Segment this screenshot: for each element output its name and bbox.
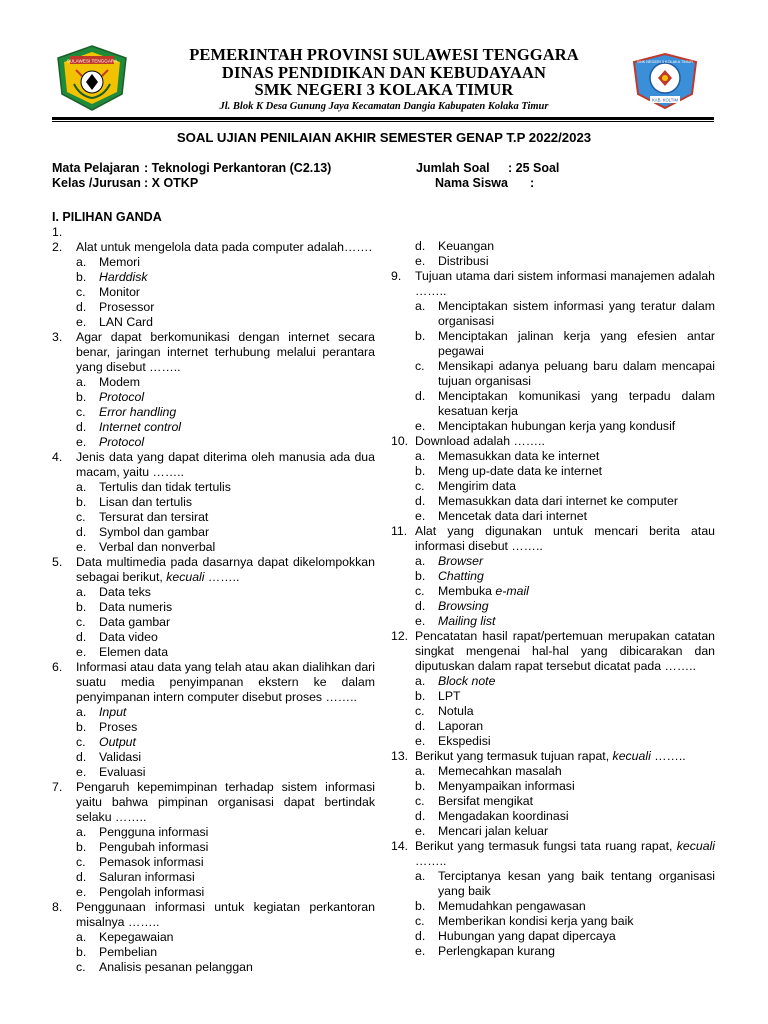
option-letter: e. [76, 765, 87, 779]
option-letter: e. [415, 509, 426, 523]
option-letter: b. [76, 720, 87, 734]
option-letter: e. [415, 614, 426, 628]
option-text: Data numeris [99, 600, 173, 614]
option-text: Mensikapi adanya peluang baru dalam mencapai tujuan organisasi [438, 359, 715, 388]
option-letter: c. [76, 735, 86, 749]
answer-option [391, 584, 715, 599]
answer-option [52, 750, 375, 765]
option-text: Pengguna informasi [99, 825, 209, 839]
option-text: Pembelian [99, 945, 158, 959]
option-text: Tersurat dan tersirat [99, 510, 209, 524]
option-text: Mencari jalan keluar [438, 824, 549, 838]
option-text: Saluran informasi [99, 870, 195, 884]
question [391, 839, 715, 869]
subject-label: Mata Pelajaran [52, 161, 140, 175]
answer-option [52, 405, 375, 420]
option-letter: b. [415, 779, 426, 793]
letterhead-rule-thin [52, 121, 714, 122]
answer-option [391, 509, 715, 524]
option-letter: d. [76, 525, 87, 539]
option-letter: a. [76, 255, 87, 269]
answer-option [52, 510, 375, 525]
option-text: Chatting [438, 569, 484, 583]
answer-option [391, 779, 715, 794]
option-text: Memecahkan masalah [438, 764, 562, 778]
question-count-value: : 25 Soal [508, 161, 560, 175]
question-number: 1. [52, 225, 63, 239]
question-number: 13. [391, 749, 409, 763]
school-name: SMK NEGERI 3 KOLAKA TIMUR [254, 80, 514, 99]
answer-option [391, 389, 715, 419]
question-number: 12. [391, 629, 409, 643]
option-text: Prosessor [99, 300, 155, 314]
answer-option [391, 254, 715, 269]
option-text: Internet control [99, 420, 182, 434]
answer-option [52, 735, 375, 750]
option-letter: a. [415, 764, 426, 778]
answer-option [391, 809, 715, 824]
student-name-label: Nama Siswa [435, 176, 508, 190]
answer-option [391, 689, 715, 704]
letterhead [0, 0, 768, 125]
department-name: DINAS PENDIDIKAN DAN KEBUDAYAAN [221, 62, 547, 82]
option-text: Validasi [99, 750, 142, 764]
answer-option [391, 599, 715, 614]
answer-option [52, 495, 375, 510]
question-text: Jenis data yang dapat diterima oleh manusia ada dua macam, yaitu …….. [76, 450, 375, 479]
option-letter: a. [415, 674, 426, 688]
option-letter: c. [76, 855, 86, 869]
answer-option [391, 239, 715, 254]
option-text: LAN Card [99, 315, 153, 329]
option-text: Menyampaikan informasi [438, 779, 575, 793]
answer-option [391, 449, 715, 464]
option-letter: d. [76, 300, 87, 314]
option-letter: e. [76, 540, 87, 554]
option-letter: e. [76, 645, 87, 659]
option-text: Monitor [99, 285, 141, 299]
question-number: 7. [52, 780, 63, 794]
school-address: Jl. Blok K Desa Gunung Jaya Kecamatan Dangia Kabupaten Kolaka Timur [219, 100, 549, 112]
option-text: Memberikan kondisi kerja yang baik [438, 914, 634, 928]
option-text: Data video [99, 630, 158, 644]
school-logo [630, 52, 700, 110]
option-text: Membuka e-mail [438, 584, 529, 598]
answer-option [52, 390, 375, 405]
answer-option [52, 435, 375, 450]
option-text: Memasukkan data dari internet ke computer [438, 494, 678, 508]
option-letter: c. [415, 479, 425, 493]
option-text: Proses [99, 720, 138, 734]
answer-option [391, 734, 715, 749]
question-column-right [391, 239, 715, 959]
option-text: Mengadakan koordinasi [438, 809, 569, 823]
option-letter: b. [415, 899, 426, 913]
option-letter: c. [76, 510, 86, 524]
answer-option [391, 704, 715, 719]
answer-option [52, 720, 375, 735]
answer-option [52, 315, 375, 330]
option-text: Menciptakan jalinan kerja yang efesien antar pegawai [438, 329, 715, 358]
option-text: Meng up-date data ke internet [438, 464, 603, 478]
option-letter: b. [76, 600, 87, 614]
option-letter: d. [415, 599, 426, 613]
option-letter: a. [415, 869, 426, 883]
option-letter: b. [76, 840, 87, 854]
svg-text:SMK NEGERI 3 KOLAKA TIMUR: SMK NEGERI 3 KOLAKA TIMUR [636, 60, 694, 64]
answer-option [52, 825, 375, 840]
answer-option [52, 840, 375, 855]
question-number: 14. [391, 839, 409, 853]
option-letter: d. [76, 630, 87, 644]
option-letter: c. [415, 914, 425, 928]
option-text: Menciptakan komunikasi yang terpadu dalam kesatuan kerja [438, 389, 715, 418]
class-value: : X OTKP [144, 176, 199, 190]
answer-option [391, 614, 715, 629]
question [391, 524, 715, 554]
option-letter: d. [415, 389, 426, 403]
answer-option [52, 705, 375, 720]
question-number: 10. [391, 434, 409, 448]
option-letter: d. [415, 239, 426, 253]
option-letter: d. [415, 809, 426, 823]
option-letter: c. [415, 794, 425, 808]
svg-text:SULAWESI TENGGARA: SULAWESI TENGGARA [66, 58, 118, 64]
option-letter: b. [76, 945, 87, 959]
question [52, 225, 375, 240]
option-text: Pengubah informasi [99, 840, 209, 854]
option-letter: a. [415, 554, 426, 568]
answer-option [391, 674, 715, 689]
option-text: Bersifat mengikat [438, 794, 534, 808]
section-heading: I. PILIHAN GANDA [52, 210, 162, 224]
option-letter: c. [415, 359, 425, 373]
answer-option [391, 929, 715, 944]
option-text: Kepegawaian [99, 930, 174, 944]
question-count-label: Jumlah Soal [416, 161, 490, 175]
question-text: Pencatatan hasil rapat/pertemuan merupakan catatan singkat mengenai hal-hal yang dibicarakan dan diputuskan dalam rapat tersebut dicatat pada …….. [415, 629, 715, 673]
option-text: Menciptakan hubungan kerja yang kondusif [438, 419, 676, 433]
question [391, 629, 715, 674]
answer-option [52, 960, 375, 975]
option-text: Evaluasi [99, 765, 146, 779]
option-letter: c. [76, 615, 86, 629]
government-name: PEMERINTAH PROVINSI SULAWESI TENGGARA [189, 45, 579, 64]
option-text: Tertulis dan tidak tertulis [99, 480, 231, 494]
option-letter: d. [76, 750, 87, 764]
option-letter: c. [76, 960, 86, 974]
option-letter: a. [415, 299, 426, 313]
option-text: Browsing [438, 599, 489, 613]
option-text: Menciptakan sistem informasi yang teratur dalam organisasi [438, 299, 715, 328]
option-letter: b. [415, 464, 426, 478]
question [391, 434, 715, 449]
option-letter: b. [415, 329, 426, 343]
option-letter: a. [76, 585, 87, 599]
option-letter: e. [76, 885, 87, 899]
question-number: 3. [52, 330, 63, 344]
option-text: Error handling [99, 405, 177, 419]
question-text: Berikut yang termasuk fungsi tata ruang rapat, kecuali …….. [415, 839, 715, 868]
answer-option [52, 480, 375, 495]
answer-option [391, 479, 715, 494]
option-letter: c. [76, 405, 86, 419]
answer-option [391, 824, 715, 839]
answer-option [52, 930, 375, 945]
option-letter: a. [76, 375, 87, 389]
option-text: Notula [438, 704, 474, 718]
question-number: 4. [52, 450, 63, 464]
answer-option [52, 870, 375, 885]
option-text: Laporan [438, 719, 484, 733]
option-text: Verbal dan nonverbal [99, 540, 216, 554]
option-text: Memudahkan pengawasan [438, 899, 586, 913]
option-letter: b. [76, 390, 87, 404]
option-letter: d. [76, 870, 87, 884]
svg-text:KAB. KOLTIM: KAB. KOLTIM [652, 97, 678, 103]
answer-option [391, 359, 715, 389]
answer-option [391, 569, 715, 584]
option-text: Harddisk [99, 270, 148, 284]
answer-option [52, 420, 375, 435]
option-letter: a. [76, 825, 87, 839]
option-text: Modem [99, 375, 141, 389]
answer-option [391, 464, 715, 479]
answer-option [52, 885, 375, 900]
answer-option [391, 914, 715, 929]
question-text: Pengaruh kepemimpinan terhadap sistem informasi yaitu bahwa pimpinan organisasi dapat bertindak selaku …….. [76, 780, 375, 824]
option-letter: d. [415, 719, 426, 733]
answer-option [52, 945, 375, 960]
answer-option [391, 869, 715, 899]
option-letter: a. [76, 705, 87, 719]
option-letter: e. [415, 254, 426, 268]
student-name-value: : [530, 176, 535, 190]
question-number: 9. [391, 269, 402, 283]
option-letter: a. [76, 930, 87, 944]
letterhead-text [140, 46, 628, 114]
option-letter: c. [415, 704, 425, 718]
question [52, 660, 375, 705]
answer-option [52, 600, 375, 615]
option-text: Protocol [99, 435, 145, 449]
question [391, 749, 715, 764]
question [391, 269, 715, 299]
option-text: Perlengkapan kurang [438, 944, 555, 958]
question-text: Informasi atau data yang telah atau akan dialihkan dari suatu media penyimpanan ekstern ke dalam penyimpanan intern computer disebut proses …….. [76, 660, 375, 704]
option-text: Symbol dan gambar [99, 525, 210, 539]
class-label: Kelas /Jurusan [52, 176, 141, 190]
option-text: Memori [99, 255, 140, 269]
question [52, 450, 375, 480]
option-text: Output [99, 735, 136, 749]
answer-option [52, 855, 375, 870]
question-text: Data multimedia pada dasarnya dapat dikelompokkan sebagai berikut, kecuali …….. [76, 555, 375, 584]
option-text: Terciptanya kesan yang baik tentang organisasi yang baik [438, 869, 715, 898]
option-letter: a. [76, 480, 87, 494]
option-letter: e. [76, 435, 87, 449]
question-number: 11. [391, 524, 408, 538]
question-text [76, 225, 375, 240]
question [52, 240, 375, 255]
answer-option [391, 794, 715, 809]
question-number: 8. [52, 900, 63, 914]
question-text: Download adalah …….. [415, 434, 545, 448]
option-text: Distribusi [438, 254, 489, 268]
option-letter: e. [415, 734, 426, 748]
option-text: Hubungan yang dapat dipercaya [438, 929, 616, 943]
exam-meta-right [416, 161, 559, 191]
subject-value: : Teknologi Perkantoran (C2.13) [144, 161, 332, 175]
question [52, 330, 375, 375]
option-text: Lisan dan tertulis [99, 495, 192, 509]
option-letter: b. [415, 569, 426, 583]
option-text: Memasukkan data ke internet [438, 449, 600, 463]
question-number: 2. [52, 240, 63, 254]
question-number: 5. [52, 555, 63, 569]
answer-option [52, 540, 375, 555]
option-text: Keuangan [438, 239, 495, 253]
option-text: Mengirim data [438, 479, 516, 493]
question-text: Agar dapat berkomunikasi dengan internet secara benar, jaringan internet terhubung melalui perantara yang disebut …….. [76, 330, 375, 374]
answer-option [52, 270, 375, 285]
option-letter: d. [415, 929, 426, 943]
option-letter: d. [76, 420, 87, 434]
option-text: Data gambar [99, 615, 171, 629]
answer-option [391, 299, 715, 329]
exam-title: SOAL UJIAN PENILAIAN AKHIR SEMESTER GENAP T.P 2022/2023 [176, 130, 592, 145]
question [52, 780, 375, 825]
answer-option [391, 719, 715, 734]
answer-option [391, 494, 715, 509]
province-emblem-logo [52, 44, 132, 112]
option-text: Mailing list [438, 614, 496, 628]
answer-option [391, 899, 715, 914]
answer-option [52, 285, 375, 300]
option-text: Block note [438, 674, 496, 688]
option-letter: c. [415, 584, 425, 598]
question-text: Penggunaan informasi untuk kegiatan perkantoran misalnya …….. [76, 900, 375, 929]
answer-option [391, 329, 715, 359]
option-letter: e. [415, 824, 426, 838]
option-text: Ekspedisi [438, 734, 491, 748]
answer-option [391, 944, 715, 959]
option-letter: b. [76, 270, 87, 284]
question-text: Tujuan utama dari sistem informasi manajemen adalah …….. [415, 269, 715, 298]
answer-option [52, 375, 375, 390]
answer-option [52, 255, 375, 270]
option-text: Analisis pesanan pelanggan [99, 960, 253, 974]
exam-meta-left [52, 161, 331, 191]
option-letter: a. [415, 449, 426, 463]
option-letter: e. [76, 315, 87, 329]
question [52, 900, 375, 930]
option-text: Data teks [99, 585, 151, 599]
option-text: Pengolah informasi [99, 885, 205, 899]
question-column-left [52, 225, 375, 975]
option-text: Elemen data [99, 645, 169, 659]
option-text: Input [99, 705, 127, 719]
option-letter: e. [415, 419, 426, 433]
question-text: Alat yang digunakan untuk mencari berita atau informasi disebut …….. [415, 524, 715, 553]
answer-option [52, 525, 375, 540]
option-text: Browser [438, 554, 484, 568]
answer-option [52, 585, 375, 600]
letterhead-rule-thick [52, 117, 714, 120]
answer-option [52, 765, 375, 780]
option-text: Pemasok informasi [99, 855, 204, 869]
option-letter: e. [415, 944, 426, 958]
answer-option [391, 554, 715, 569]
answer-option [391, 764, 715, 779]
option-letter: b. [415, 689, 426, 703]
question-number: 6. [52, 660, 63, 674]
answer-option [391, 419, 715, 434]
option-text: LPT [438, 689, 461, 703]
question-text: Alat untuk mengelola data pada computer adalah……. [76, 240, 372, 254]
answer-option [52, 615, 375, 630]
question [52, 555, 375, 585]
question-text: Berikut yang termasuk tujuan rapat, kecuali …….. [415, 749, 686, 763]
option-letter: d. [415, 494, 426, 508]
option-text: Mencetak data dari internet [438, 509, 588, 523]
option-letter: b. [76, 495, 87, 509]
answer-option [52, 630, 375, 645]
option-text: Protocol [99, 390, 145, 404]
answer-option [52, 300, 375, 315]
answer-option [52, 645, 375, 660]
option-letter: c. [76, 285, 86, 299]
